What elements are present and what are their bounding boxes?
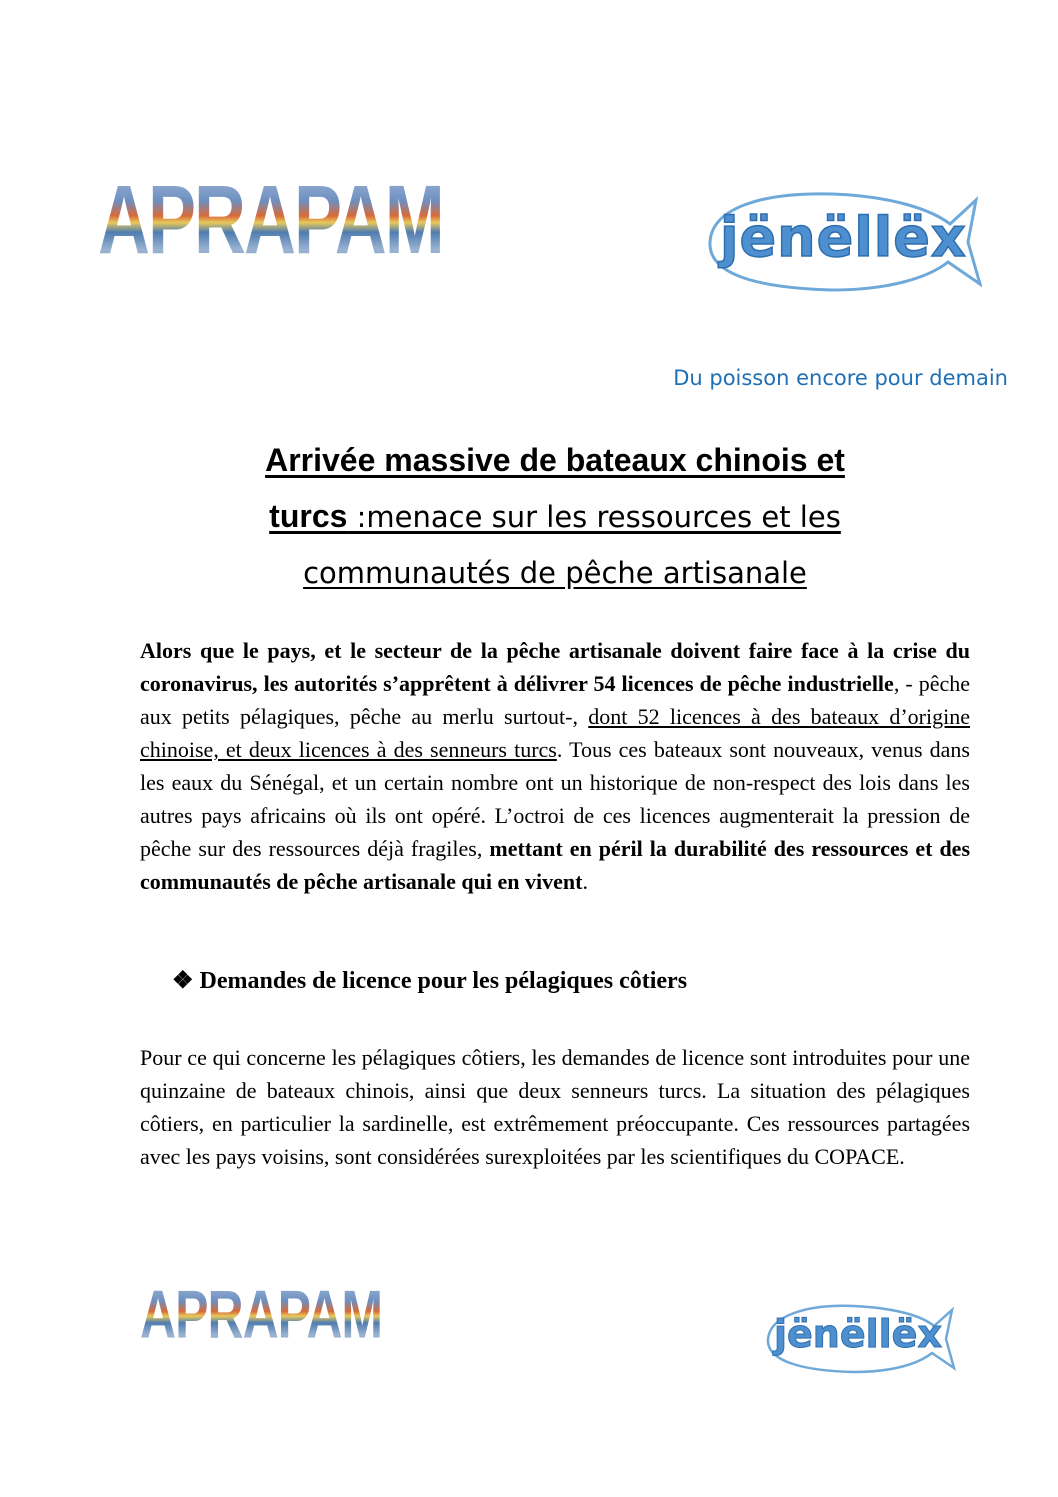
title-line-2-bold: turcs xyxy=(269,498,348,534)
bullet-icon: ❖ xyxy=(172,968,194,994)
intro-text-2: . Tous ces bateaux sont nouveaux, venus dans les eaux du Sénégal, et un certain nombre ont un historique de non-respect des lois dans les autres pays africains où ils ont opéré. L’octroi de ces licences augmenterait la pression de pêche sur des ressources déjà fragiles, xyxy=(140,737,970,861)
jenellex-logo-text: jënëllëx xyxy=(720,206,967,269)
aprapam-logo-text: APRAPAM xyxy=(98,166,443,275)
section-body: Pour ce qui concerne les pélagiques côtiers, les demandes de licence sont introduites pour une quinzaine de bateaux chinois, ainsi que deux senneurs turcs. La situation des pélagiques côtiers, en particulier la sardinelle, est extrêmement préoccupante. Ces ressources partagées avec les pays voisins, sont considérées surexploitées par les scientifiques du COPACE. xyxy=(140,1045,970,1169)
section-heading xyxy=(172,966,687,995)
title-line-2-light: :menace sur les ressources et les xyxy=(347,500,841,534)
jenellex-logo-top xyxy=(692,180,982,298)
jenellex-logo-bottom xyxy=(756,1296,956,1378)
aprapam-logo-bottom xyxy=(140,1276,383,1353)
intro-paragraph xyxy=(140,634,970,898)
intro-bold-2: les autorités s’apprêtent à délivrer 54 licences de pêche industrielle xyxy=(257,671,894,696)
intro-text-3: . xyxy=(582,869,588,894)
intro-bold-3: mettant en péril la durabilité des ressources et des communautés de pêche artisanale qui en vivent xyxy=(140,836,971,894)
intro-text-1: , - pêche aux petits pélagiques, pêche au merlu surtout-, xyxy=(140,671,970,729)
page-title xyxy=(140,432,970,601)
aprapam-logo-text-bottom: APRAPAM xyxy=(140,1276,383,1353)
intro-underline: dont 52 licences à des bateaux d’origine chinoise, et deux licences à des senneurs turcs xyxy=(140,704,970,762)
section-heading-text: Demandes de licence pour les pélagiques côtiers xyxy=(199,968,688,994)
aprapam-logo-top xyxy=(98,166,443,275)
tagline: Du poisson encore pour demain xyxy=(673,366,1008,390)
jenellex-logo-text-bottom: jënëllëx xyxy=(774,1312,942,1356)
intro-bold-1: Alors que le pays, et le secteur de la pêche artisanale doivent faire face à la crise du coronavirus, xyxy=(140,638,970,696)
title-line-1: Arrivée massive de bateaux chinois et xyxy=(265,442,845,478)
title-line-3: communautés de pêche artisanale xyxy=(303,556,807,590)
